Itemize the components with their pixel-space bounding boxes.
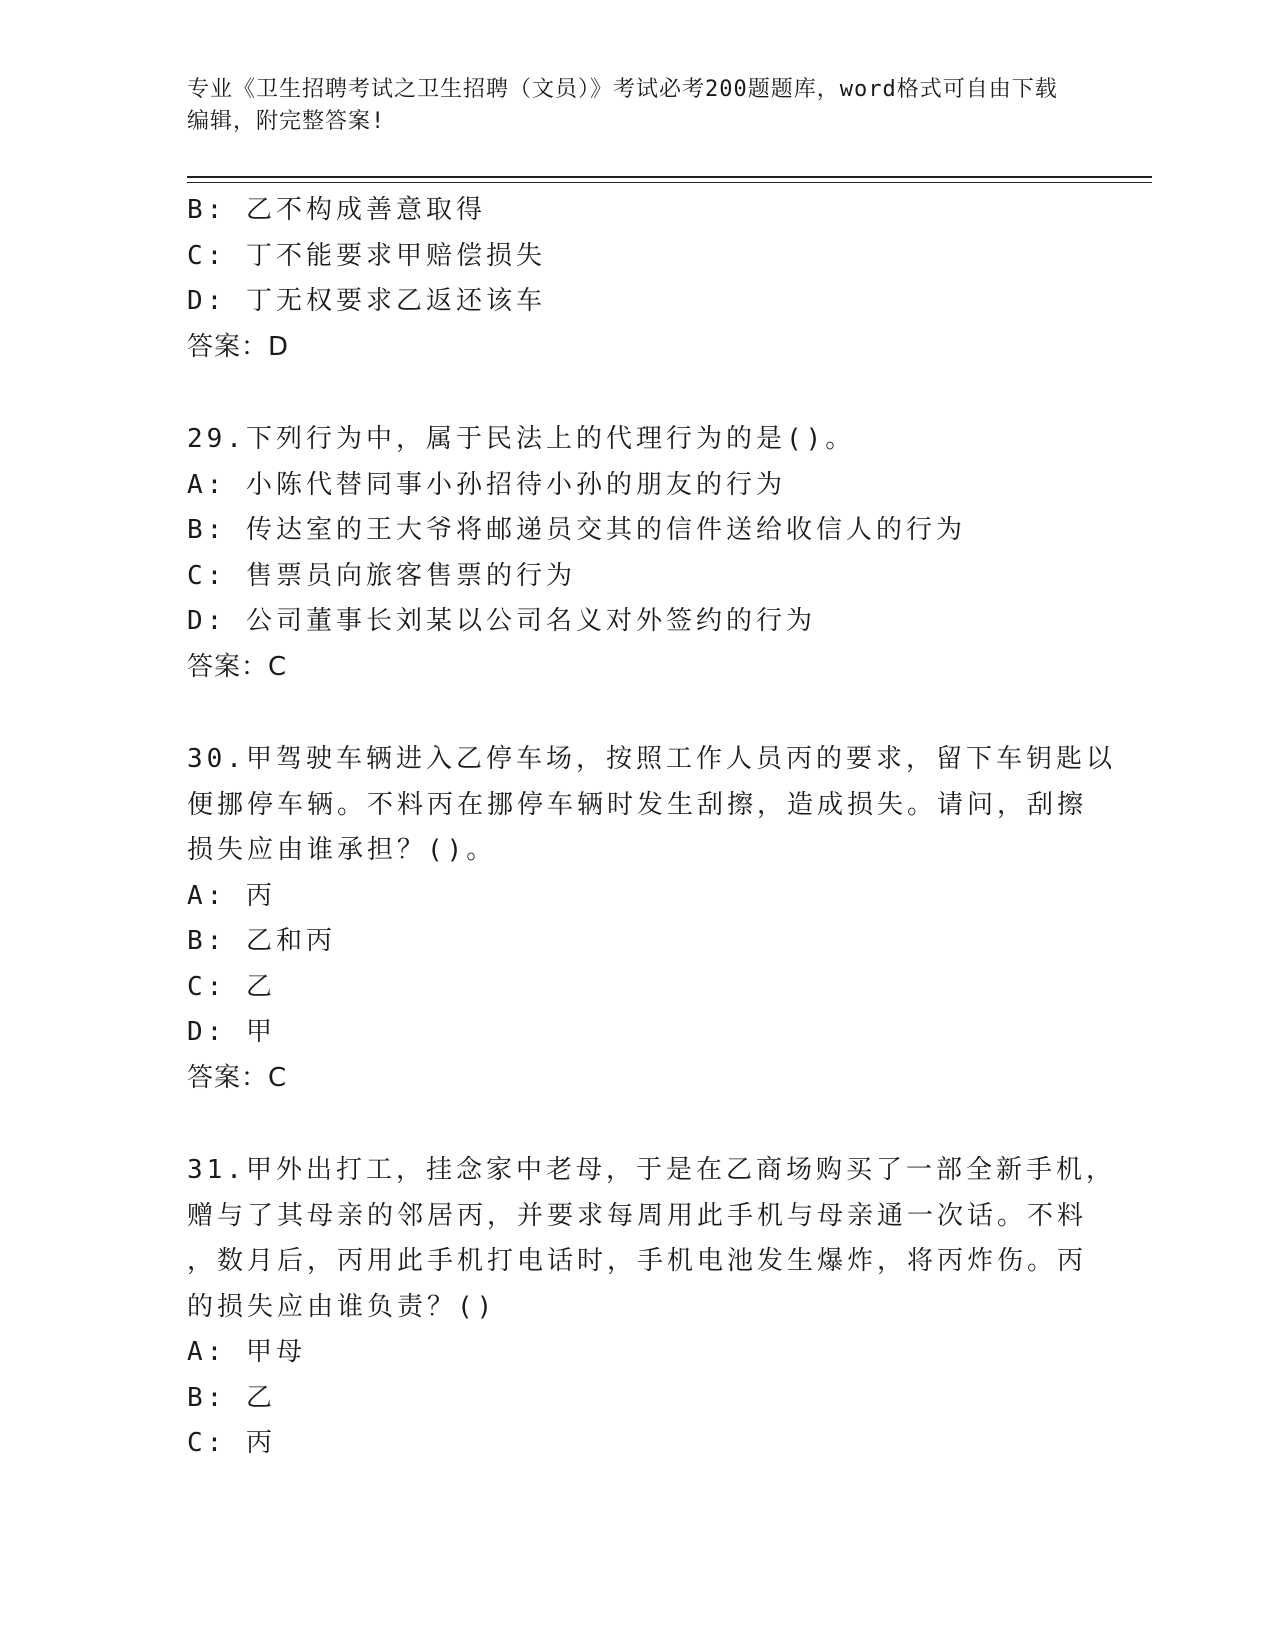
option-c: C: 丁不能要求甲赔偿损失 [187,240,546,271]
answer: 答案：C [187,651,288,682]
option-a: A: 小陈代替同事小孙招待小孙的朋友的行为 [187,469,786,500]
question-list [187,188,1116,1467]
question-29 [187,417,1087,690]
option-c: C: 乙 [187,971,276,1002]
option-c: C: 售票员向旅客售票的行为 [187,560,576,591]
question-28 [187,188,1087,370]
question-30 [187,737,1116,1101]
option-b: B: 乙和丙 [187,926,336,956]
option-b: B: 乙不构成善意取得 [187,195,486,225]
option-d: D: 甲 [187,1017,276,1047]
header-divider [187,176,1152,178]
option-a: A: 甲母 [187,1337,306,1367]
option-c: C: 丙 [187,1428,276,1458]
spacer [187,370,1087,417]
option-d: D: 公司董事长刘某以公司名义对外签约的行为 [187,606,816,636]
option-d: D: 丁无权要求乙返还该车 [187,286,546,316]
option-b: B: 传达室的王大爷将邮递员交其的信件送给收信人的行为 [187,515,966,545]
spacer [187,1101,1087,1148]
document-header: 专业《卫生招聘考试之卫生招聘（文员）》考试必考200题题库，word格式可自由下载编辑，附完整答案! [187,77,1058,134]
option-a: A: 丙 [187,880,276,911]
question-text-line: 30.甲驾驶车辆进入乙停车场，按照工作人员丙的要求，留下车钥匙以 [187,744,1116,774]
question-text-line: 31.甲外出打工，挂念家中老母，于是在乙商场购买了一部全新手机， [187,1155,1116,1185]
header-divider-thin [187,182,1152,183]
question-text: 29.下列行为中，属于民法上的代理行为的是()。 [187,424,856,454]
question-text-line: 损失应由谁承担？()。 [187,835,497,865]
question-text-line: 的损失应由谁负责？() [187,1291,497,1322]
question-text-line: 赠与了其母亲的邻居丙，并要求每周用此手机与母亲通一次话。不料 [187,1200,1088,1231]
spacer [187,690,1087,737]
question-text-line: ，数月后，丙用此手机打电话时，手机电池发生爆炸，将丙炸伤。丙 [187,1246,1088,1276]
answer: 答案：C [187,1062,288,1093]
option-b: B: 乙 [187,1382,276,1413]
question-text-line: 便挪停车辆。不料丙在挪停车辆时发生刮擦，造成损失。请问，刮擦 [187,789,1088,820]
question-31 [187,1148,1116,1467]
answer: 答案：D [187,331,290,362]
